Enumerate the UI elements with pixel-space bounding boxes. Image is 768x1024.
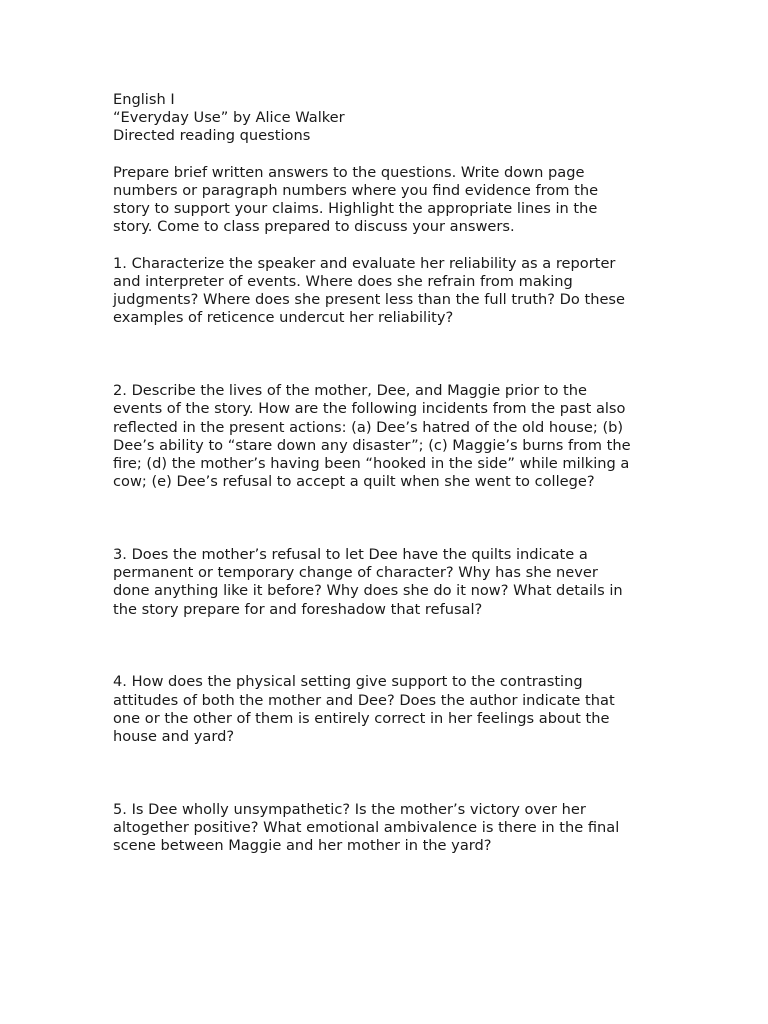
question-line: the story prepare for and foreshadow that refusal? <box>113 600 483 618</box>
answer-space <box>113 328 658 383</box>
document-header <box>113 91 658 146</box>
question-line: fire; (d) the mother’s having been “hooked in the side” while milking a <box>113 455 630 473</box>
question-line: attitudes of both the mother and Dee? Does the author indicate that <box>113 691 615 709</box>
instructions-paragraph <box>113 164 658 237</box>
document-subtitle: Directed reading questions <box>113 127 311 145</box>
question-line: 2. Describe the lives of the mother, Dee, and Maggie prior to the <box>113 382 587 400</box>
question-5 <box>113 801 658 856</box>
spacer <box>113 237 658 255</box>
question-3 <box>113 546 658 619</box>
question-line: permanent or temporary change of character? Why has she never <box>113 564 598 582</box>
question-line: house and yard? <box>113 728 235 746</box>
instructions-line: Prepare brief written answers to the questions. Write down page <box>113 163 585 181</box>
question-line: altogether positive? What emotional ambivalence is there in the final <box>113 819 620 837</box>
question-4 <box>113 673 658 746</box>
question-line: 5. Is Dee wholly unsympathetic? Is the mother’s victory over her <box>113 800 586 818</box>
document-page <box>113 91 658 855</box>
question-line: and interpreter of events. Where does she refrain from making <box>113 273 573 290</box>
answer-space <box>113 746 658 801</box>
question-line: 4. How does the physical setting give support to the contrasting <box>113 673 583 691</box>
spacer <box>113 146 658 164</box>
question-line: 3. Does the mother’s refusal to let Dee have the quilts indicate a <box>113 546 588 564</box>
answer-space <box>113 491 658 546</box>
question-line: done anything like it before? Why does she do it now? What details in <box>113 582 623 600</box>
question-line: Dee’s ability to “stare down any disaster”; (c) Maggie’s burns from the <box>113 436 631 454</box>
question-line: scene between Maggie and her mother in the yard? <box>113 837 492 855</box>
instructions-line: story to support your claims. Highlight the appropriate lines in the <box>113 200 598 218</box>
question-1 <box>113 255 658 328</box>
answer-space <box>113 619 658 674</box>
question-line: events of the story. How are the following incidents from the past also <box>113 400 626 418</box>
question-line: cow; (e) Dee’s refusal to accept a quilt when she went to college? <box>113 473 595 491</box>
question-line: reflected in the present actions: (a) Dee’s hatred of the old house; (b) <box>113 418 624 436</box>
question-line: one or the other of them is entirely correct in her feelings about the <box>113 709 610 727</box>
instructions-line: numbers or paragraph numbers where you find evidence from the <box>113 182 599 199</box>
question-line: 1. Characterize the speaker and evaluate her reliability as a reporter <box>113 254 616 272</box>
question-line: judgments? Where does she present less than the full truth? Do these <box>113 291 626 309</box>
question-line: examples of reticence undercut her reliability? <box>113 309 454 327</box>
course-title: English I <box>113 91 175 108</box>
work-title: “Everyday Use” by Alice Walker <box>113 109 345 127</box>
question-2 <box>113 382 658 491</box>
instructions-line: story. Come to class prepared to discuss your answers. <box>113 218 515 236</box>
